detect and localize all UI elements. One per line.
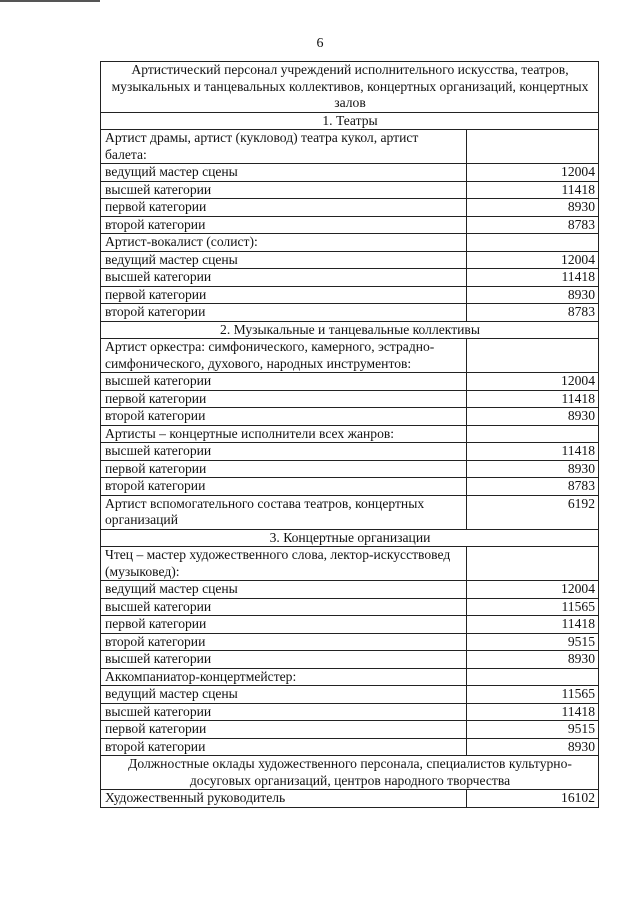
category-label: второй категории xyxy=(101,633,467,651)
salary-value: 11565 xyxy=(467,686,599,704)
salary-value xyxy=(467,234,599,252)
category-label: первой категории xyxy=(101,721,467,739)
salary-value: 9515 xyxy=(467,721,599,739)
category-label: высшей категории xyxy=(101,443,467,461)
category-label: второй категории xyxy=(101,738,467,756)
position-group-label: Артист оркестра: симфонического, камерного, эстрадно-симфонического, духового, народных инструментов: xyxy=(101,339,467,373)
table-row xyxy=(101,216,599,234)
salary-value xyxy=(467,130,599,164)
page-number: 6 xyxy=(316,36,324,51)
category-label: ведущий мастер сцены xyxy=(101,164,467,182)
salary-value xyxy=(467,547,599,581)
salary-value: 12004 xyxy=(467,164,599,182)
category-label: первой категории xyxy=(101,460,467,478)
table-row xyxy=(101,164,599,182)
position-group-label: Аккомпаниатор-концертмейстер: xyxy=(101,668,467,686)
section-heading: 2. Музыкальные и танцевальные коллективы xyxy=(101,321,599,339)
category-label: высшей категории xyxy=(101,373,467,391)
table-row xyxy=(101,62,599,113)
salary-value: 11418 xyxy=(467,616,599,634)
position-group-label: Артисты – концертные исполнители всех жанров: xyxy=(101,425,467,443)
table-row xyxy=(101,668,599,686)
salary-value: 8783 xyxy=(467,216,599,234)
table-row xyxy=(101,373,599,391)
salary-value: 8930 xyxy=(467,460,599,478)
position-group-label: Артист драмы, артист (кукловод) театра кукол, артист балета: xyxy=(101,130,467,164)
salary-value: 8930 xyxy=(467,408,599,426)
category-label: второй категории xyxy=(101,408,467,426)
table-row xyxy=(101,390,599,408)
category-label: высшей категории xyxy=(101,598,467,616)
table-row xyxy=(101,633,599,651)
table-row xyxy=(101,460,599,478)
category-label: второй категории xyxy=(101,478,467,496)
category-label: первой категории xyxy=(101,286,467,304)
scan-edge-line xyxy=(0,0,100,2)
salary-value: 8930 xyxy=(467,651,599,669)
salary-value: 8930 xyxy=(467,738,599,756)
salary-value: 11565 xyxy=(467,598,599,616)
table-row xyxy=(101,478,599,496)
category-label: высшей категории xyxy=(101,269,467,287)
salary-value: 12004 xyxy=(467,251,599,269)
table-row xyxy=(101,339,599,373)
section-heading: 3. Концертные организации xyxy=(101,529,599,547)
table-row xyxy=(101,547,599,581)
salary-value: 8930 xyxy=(467,199,599,217)
table-row xyxy=(101,790,599,808)
table-row xyxy=(101,112,599,130)
salary-value: 11418 xyxy=(467,390,599,408)
position-group-label: Чтец – мастер художественного слова, лектор-искусствовед (музыковед): xyxy=(101,547,467,581)
table-row xyxy=(101,321,599,339)
salary-value: 12004 xyxy=(467,373,599,391)
table-row xyxy=(101,443,599,461)
table-row xyxy=(101,495,599,529)
category-label: ведущий мастер сцены xyxy=(101,251,467,269)
category-label: ведущий мастер сцены xyxy=(101,581,467,599)
salary-value: 6192 xyxy=(467,495,599,529)
category-label: второй категории xyxy=(101,304,467,322)
table-row xyxy=(101,703,599,721)
table-row xyxy=(101,408,599,426)
salary-value: 8783 xyxy=(467,304,599,322)
table-row xyxy=(101,616,599,634)
table-row xyxy=(101,756,599,790)
salary-value: 11418 xyxy=(467,181,599,199)
salary-table xyxy=(100,61,599,808)
table-row xyxy=(101,721,599,739)
salary-value: 8930 xyxy=(467,286,599,304)
table-row xyxy=(101,651,599,669)
table-row xyxy=(101,304,599,322)
table-row xyxy=(101,738,599,756)
salary-value: 12004 xyxy=(467,581,599,599)
category-label: высшей категории xyxy=(101,703,467,721)
salary-value: 11418 xyxy=(467,703,599,721)
table-row xyxy=(101,199,599,217)
table-header-cell: Должностные оклады художественного персонала, специалистов культурно-досуговых организаций, центров народного творчества xyxy=(101,756,599,790)
table-row xyxy=(101,286,599,304)
table-row xyxy=(101,234,599,252)
salary-value xyxy=(467,425,599,443)
table-row xyxy=(101,130,599,164)
salary-value: 8783 xyxy=(467,478,599,496)
category-label: первой категории xyxy=(101,390,467,408)
table-row xyxy=(101,529,599,547)
category-label: ведущий мастер сцены xyxy=(101,686,467,704)
category-label: высшей категории xyxy=(101,181,467,199)
salary-value xyxy=(467,339,599,373)
table-row xyxy=(101,581,599,599)
table-row xyxy=(101,269,599,287)
section-heading: 1. Театры xyxy=(101,112,599,130)
salary-value: 11418 xyxy=(467,443,599,461)
salary-value: 9515 xyxy=(467,633,599,651)
table-row xyxy=(101,598,599,616)
position-group-label: Артист вспомогательного состава театров, концертных организаций xyxy=(101,495,467,529)
category-label: первой категории xyxy=(101,199,467,217)
category-label: второй категории xyxy=(101,216,467,234)
table-row xyxy=(101,181,599,199)
salary-value: 16102 xyxy=(467,790,599,808)
salary-value: 11418 xyxy=(467,269,599,287)
table-row xyxy=(101,251,599,269)
category-label: Художественный руководитель xyxy=(101,790,467,808)
category-label: первой категории xyxy=(101,616,467,634)
position-group-label: Артист-вокалист (солист): xyxy=(101,234,467,252)
table-header-cell: Артистический персонал учреждений исполнительного искусства, театров, музыкальных и танцевальных коллективов, концертных организаций, концертных залов xyxy=(101,62,599,113)
category-label: высшей категории xyxy=(101,651,467,669)
table-row xyxy=(101,686,599,704)
table-row xyxy=(101,425,599,443)
salary-value xyxy=(467,668,599,686)
